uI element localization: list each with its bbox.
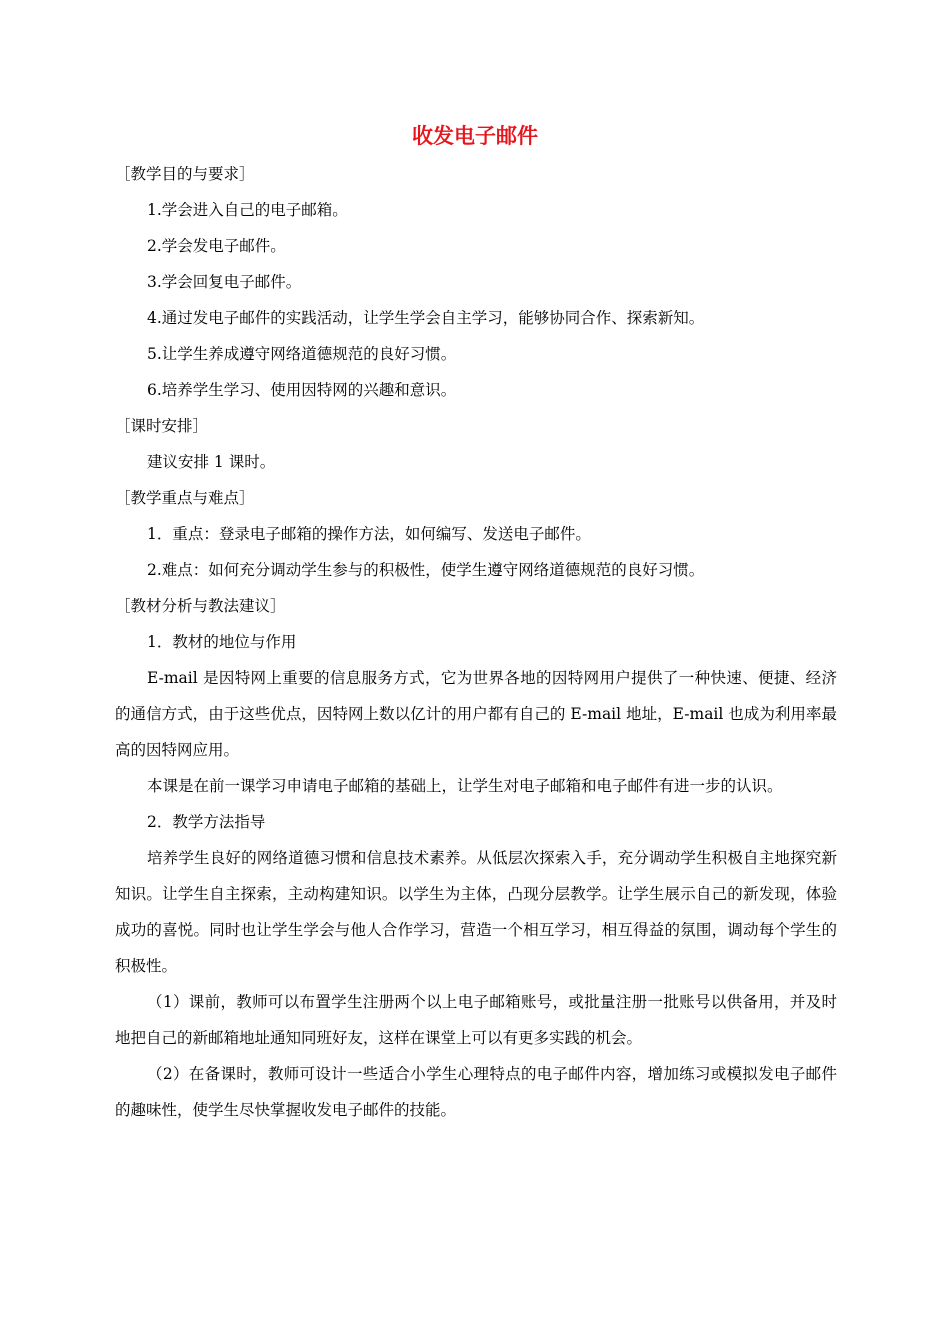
analysis-subheading: 2．教学方法指导 [147,813,266,831]
objective-item: 4.通过发电子邮件的实践活动，让学生学会自主学习，能够协同合作、探索新知。 [147,309,705,327]
section-heading-objectives: ［教学目的与要求］ [115,165,255,183]
section-heading-schedule: ［课时安排］ [115,417,209,435]
analysis-paragraph: 本课是在前一课学习申请电子邮箱的基础上，让学生对电子邮箱和电子邮件有进一步的认识。 [147,777,783,795]
analysis-paragraph: （1）课前，教师可以布置学生注册两个以上电子邮箱账号，或批量注册一批账号以供备用，并及时地把自己的新邮箱地址通知同班好友，这样在课堂上可以有更多实践的机会。 [115,993,837,1047]
schedule-text: 建议安排 1 课时。 [147,453,276,471]
document-body [115,156,837,1128]
objective-item: 2.学会发电子邮件。 [147,237,286,255]
objective-item: 1.学会进入自己的电子邮箱。 [147,201,348,219]
section-heading-analysis: ［教材分析与教法建议］ [115,597,286,615]
analysis-subheading: 1．教材的地位与作用 [147,633,297,651]
keypoint-item: 1．重点：登录电子邮箱的操作方法，如何编写、发送电子邮件。 [147,525,591,543]
document-title: 收发电子邮件 [412,123,538,148]
objective-item: 5.让学生养成遵守网络道德规范的良好习惯。 [147,345,457,363]
section-heading-keypoints: ［教学重点与难点］ [115,489,255,507]
analysis-paragraph: 培养学生良好的网络道德习惯和信息技术素养。从低层次探索入手，充分调动学生积极自主地探究新知识。让学生自主探索，主动构建知识。以学生为主体，凸现分层教学。让学生展示自己的新发现，体验成功的喜悦。同时也让学生学会与他人合作学习，营造一个相互学习，相互得益的氛围，调动每个学生的积极性。 [115,849,837,975]
analysis-paragraph: （2）在备课时，教师可设计一些适合小学生心理特点的电子邮件内容，增加练习或模拟发电子邮件的趣味性，使学生尽快掌握收发电子邮件的技能。 [115,1065,837,1119]
objective-item: 3.学会回复电子邮件。 [147,273,302,291]
keypoint-item: 2.难点：如何充分调动学生参与的积极性，使学生遵守网络道德规范的良好习惯。 [147,561,705,579]
objective-item: 6.培养学生学习、使用因特网的兴趣和意识。 [147,381,457,399]
analysis-paragraph: E-mail 是因特网上重要的信息服务方式，它为世界各地的因特网用户提供了一种快速、便捷、经济的通信方式，由于这些优点，因特网上数以亿计的用户都有自己的 E-mail 地址，E-mail 也成为利用率最高的因特网应用。 [115,669,837,759]
